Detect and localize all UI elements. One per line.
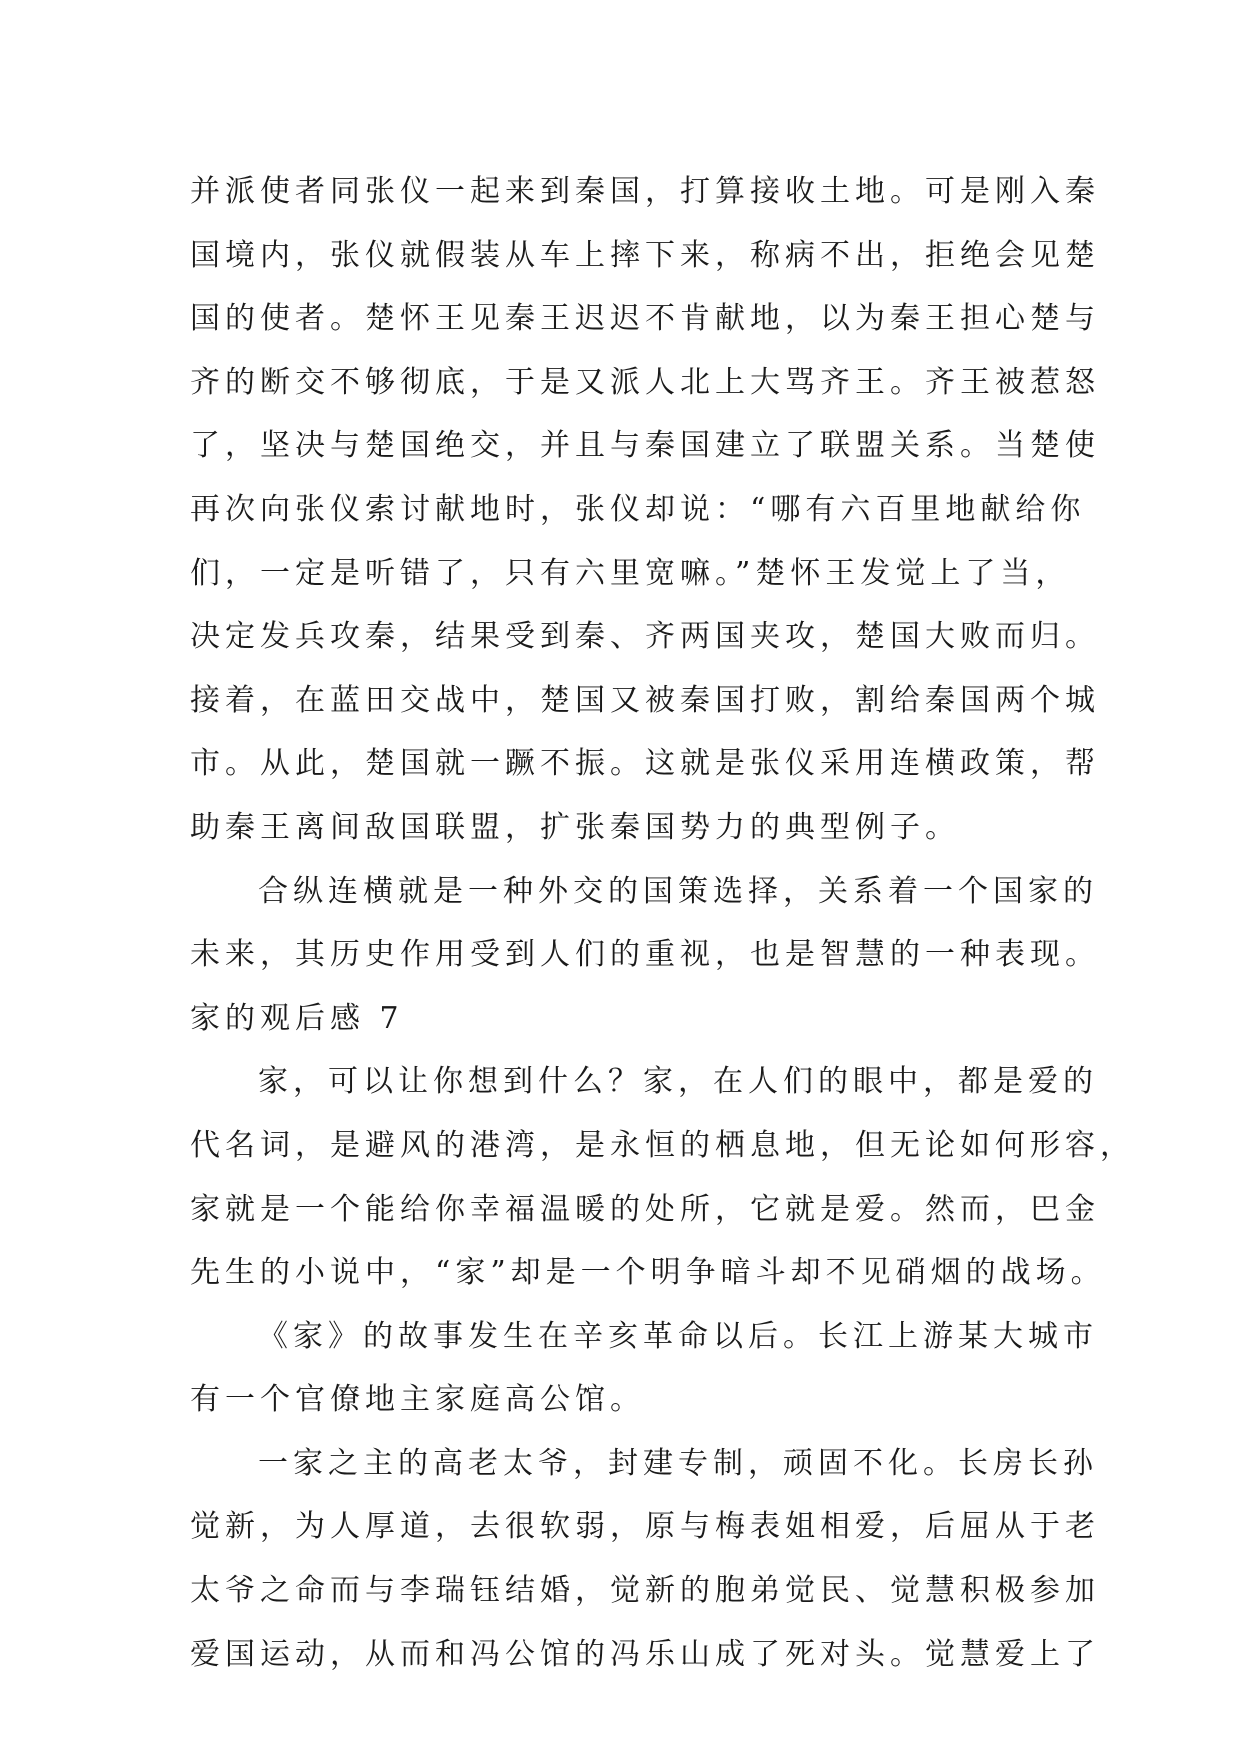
text-line: 市。从此，楚国就一蹶不振。这就是张仪采用连横政策，帮 (190, 746, 1100, 782)
text-line: 《家》的故事发生在辛亥革命以后。长江上游某大城市 (258, 1318, 1098, 1354)
text-line: 齐的断交不够彻底，于是又派人北上大骂齐王。齐王被惹怒 (190, 364, 1100, 400)
text-line: 爱国运动，从而和冯公馆的冯乐山成了死对头。觉慧爱上了 (190, 1636, 1100, 1672)
text-line: 们，一定是听错了，只有六里宽嘛。”楚怀王发觉上了当， (190, 555, 1071, 591)
text-line: 家就是一个能给你幸福温暖的处所，它就是爱。然而，巴金 (190, 1191, 1100, 1227)
text-line: 有一个官僚地主家庭高公馆。 (190, 1382, 645, 1418)
text-line: 国的使者。楚怀王见秦王迟迟不肯献地，以为秦王担心楚与 (190, 301, 1100, 337)
text-line: 觉新，为人厚道，去很软弱，原与梅表姐相爱，后屈从于老 (190, 1509, 1100, 1545)
text-line: 决定发兵攻秦，结果受到秦、齐两国夹攻，楚国大败而归。 (190, 619, 1100, 655)
text-line: 国境内，张仪就假装从车上摔下来，称病不出，拒绝会见楚 (190, 237, 1100, 273)
text-line: 接着，在蓝田交战中，楚国又被秦国打败，割给秦国两个城 (190, 682, 1100, 718)
text-line: 一家之主的高老太爷，封建专制，顽固不化。长房长孙 (258, 1445, 1098, 1481)
text-line: 了，坚决与楚国绝交，并且与秦国建立了联盟关系。当楚使 (190, 428, 1100, 464)
text-line: 代名词，是避风的港湾，是永恒的栖息地，但无论如何形容， (190, 1127, 1135, 1163)
document-body (190, 160, 1135, 1686)
text-line: 太爷之命而与李瑞钰结婚，觉新的胞弟觉民、觉慧积极参加 (190, 1573, 1100, 1609)
text-line: 并派使者同张仪一起来到秦国，打算接收土地。可是刚入秦 (190, 174, 1100, 209)
text-line: 先生的小说中，“家”却是一个明争暗斗却不见硝烟的战场。 (190, 1255, 1106, 1291)
text-line: 未来，其历史作用受到人们的重视，也是智慧的一种表现。 (190, 937, 1100, 973)
text-line: 家的观后感 7 (190, 1000, 404, 1036)
text-line: 家，可以让你想到什么？家，在人们的眼中，都是爱的 (258, 1064, 1098, 1100)
text-line: 合纵连横就是一种外交的国策选择，关系着一个国家的 (258, 873, 1098, 909)
text-line: 助秦王离间敌国联盟，扩张秦国势力的典型例子。 (190, 809, 960, 845)
text-line: 再次向张仪索讨献地时，张仪却说：“哪有六百里地献给你 (190, 491, 1086, 527)
